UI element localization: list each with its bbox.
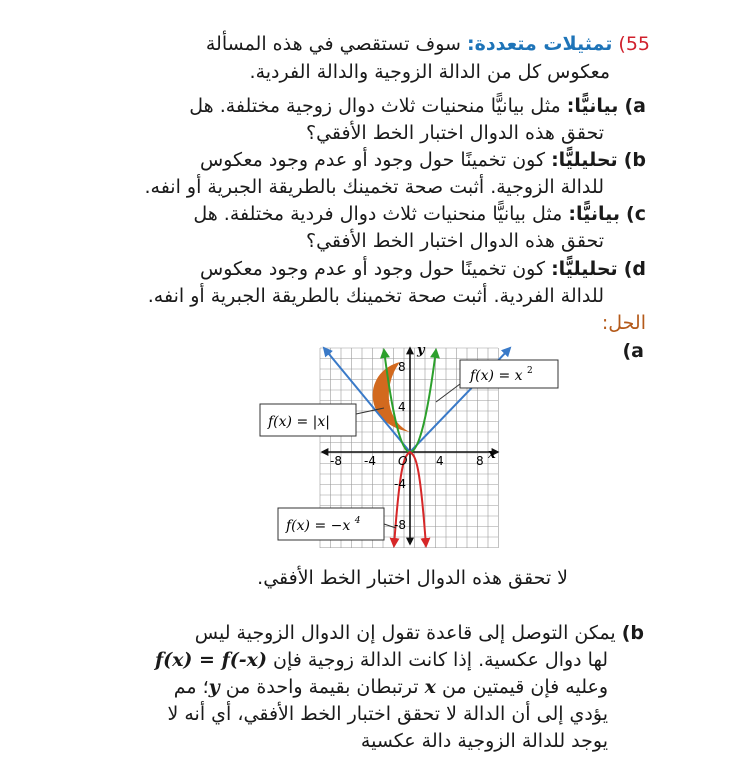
part-label: تحليليًّا: [551, 149, 618, 171]
part-b-line-3-mid: ترتبطان بقيمة واحدة من [225, 676, 419, 698]
part-b-line-4: يؤدي إلى أن الدالة لا تحقق اختبار الخط الأفقي، أي أنه لا [167, 703, 608, 725]
var-x: x [424, 676, 436, 698]
part-b-line-1: يمكن التوصل إلى قاعدة تقول إن الدوال الزوجية ليس [194, 622, 616, 644]
question-header [90, 30, 650, 86]
part-d [76, 256, 646, 310]
part-b [76, 147, 646, 201]
svg-text:f(x) = x 2 [469, 366, 533, 384]
x-tick-label: 4 [436, 454, 444, 468]
label-body: −x [330, 518, 351, 534]
part-c [76, 201, 646, 255]
solution-part-a-label: (a [622, 340, 644, 362]
part-label: تحليليًّا: [551, 258, 618, 280]
part-line-2: للدالة الفردية. أثبت صحة تخمينك بالطريقة الجبرية أو انفه. [147, 285, 604, 307]
part-b-line-3-post: ؛ مم [173, 676, 209, 698]
question-number: 55) [618, 33, 650, 55]
part-line-1: مثل بيانيًّا منحنيات ثلاث دوال فردية مختلفة. هل [193, 203, 563, 225]
label-abs [260, 404, 384, 436]
svg-text:f(x) = |x| [267, 414, 330, 430]
question-intro-1: سوف تستقصي في هذه المسألة [205, 33, 461, 55]
var-y: y [208, 676, 220, 698]
y-tick-label: -4 [394, 477, 406, 491]
label-prefix: f(x) = [470, 368, 511, 384]
y-tick-label: 8 [398, 360, 406, 374]
label-prefix: f(x) = [268, 414, 309, 430]
y-axis-label: y [417, 344, 425, 358]
label-neg-quartic [278, 508, 396, 540]
part-line-1: مثل بيانيًّا منحنيات ثلاث دوال زوجية مختلفة. هل [189, 95, 561, 117]
part-line-2: تحقق هذه الدوال اختبار الخط الأفقي؟ [305, 122, 604, 144]
y-tick-label: 4 [398, 400, 406, 414]
question-intro-2: معكوس كل من الدالة الزوجية والدالة الفردية. [249, 61, 610, 83]
question-title: تمثيلات متعددة: [467, 33, 613, 55]
part-label: بيانيًّا: [568, 203, 620, 225]
part-line-1: كون تخمينًا حول وجود أو عدم وجود معكوس [200, 149, 546, 171]
part-letter: a) [624, 95, 646, 117]
function-graph [250, 344, 560, 554]
svg-text:f(x) = −x 4 [285, 516, 361, 534]
label-exponent: 4 [354, 516, 361, 526]
part-a [76, 93, 646, 147]
part-letter: b) [623, 149, 646, 171]
label-prefix: f(x) = [286, 518, 327, 534]
x-tick-label: 8 [476, 454, 484, 468]
part-b-line-2: لها دوال عكسية. إذا كانت الدالة زوجية فإن [272, 649, 608, 671]
solution-label: الحل: [601, 312, 646, 334]
label-exponent: 2 [527, 366, 533, 376]
part-label: بيانيًّا: [566, 95, 619, 117]
part-line-1: كون تخمينًا حول وجود أو عدم وجود معكوس [200, 258, 546, 280]
part-letter: c) [626, 203, 646, 225]
part-b-line-5: يوجد للدالة الزوجية دالة عكسية [360, 730, 608, 752]
x-tick-label: -8 [330, 454, 342, 468]
origin-label: O [398, 454, 408, 468]
label-base: x [514, 368, 523, 384]
part-letter: d) [623, 258, 646, 280]
part-b-line-3-pre: وعليه فإن قيمتين من [441, 676, 608, 698]
solution-part-b [84, 620, 644, 755]
label-body: |x| [312, 414, 330, 430]
part-letter: b) [621, 622, 644, 644]
conclusion-a: لا تحقق هذه الدوال اختبار الخط الأفقي. [257, 567, 568, 589]
x-axis-label: x [488, 447, 496, 462]
even-identity: f(x) = f(-x) [154, 649, 267, 671]
part-line-2: للدالة الزوجية. أثبت صحة تخمينك بالطريقة الجبرية أو انفه. [144, 176, 604, 198]
y-tick-label: -8 [394, 518, 406, 532]
x-tick-label: -4 [364, 454, 376, 468]
label-square [436, 360, 558, 402]
part-line-2: تحقق هذه الدوال اختبار الخط الأفقي؟ [305, 230, 604, 252]
